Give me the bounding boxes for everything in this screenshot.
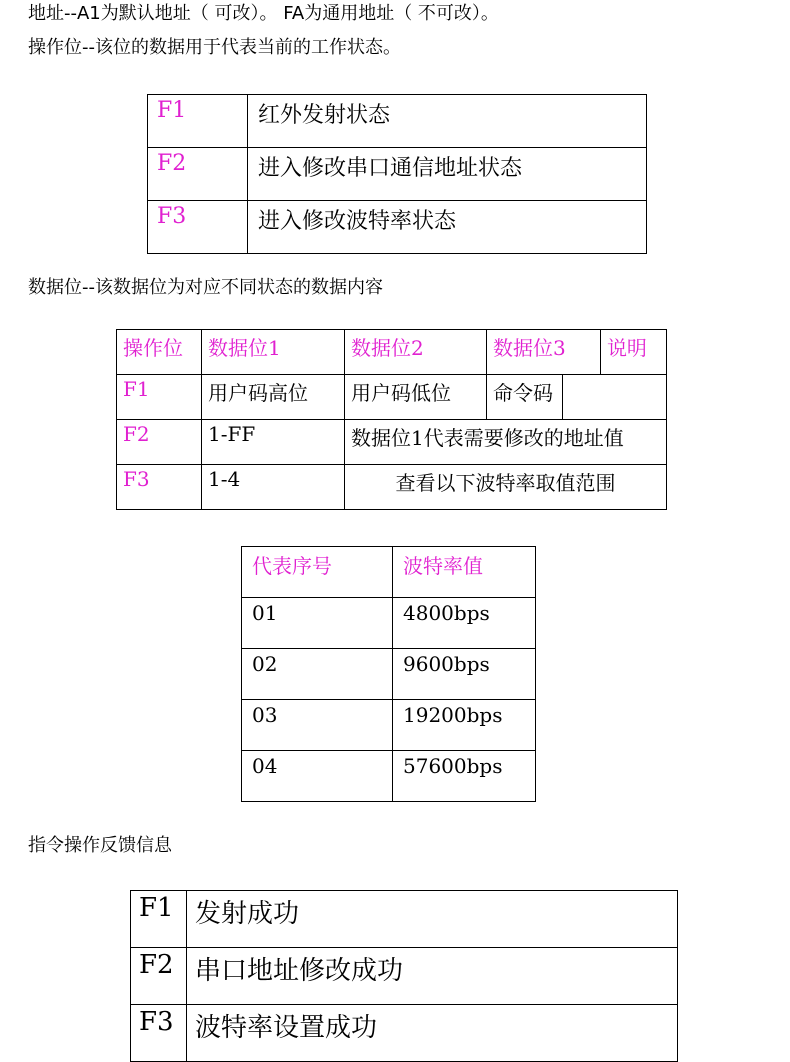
index-cell: 01 [242, 598, 393, 649]
data-cell: 查看以下波特率取值范围 [345, 465, 667, 510]
op-code-cell: F2 [148, 148, 248, 201]
data-bits-table [116, 329, 667, 510]
index-cell: 02 [242, 649, 393, 700]
data-cell: 用户码高位 [202, 375, 345, 420]
table-row [117, 420, 667, 465]
feedback-code-cell: F3 [131, 1005, 187, 1062]
intro-address-line: 地址--A1为默认地址（ 可改）。 FA为通用地址（ 不可改）。 [28, 3, 499, 24]
feedback-code-cell: F2 [131, 948, 187, 1005]
header-cell: 操作位 [117, 330, 202, 375]
baud-cell: 9600bps [393, 649, 536, 700]
index-cell: 04 [242, 751, 393, 802]
operation-status-table [147, 94, 647, 254]
table-row [148, 201, 647, 254]
feedback-desc-cell: 波特率设置成功 [187, 1005, 678, 1062]
table-row [242, 598, 536, 649]
table-header-row [117, 330, 667, 375]
feedback-table [130, 890, 678, 1062]
data-bits-heading: 数据位--该数据位为对应不同状态的数据内容 [28, 277, 383, 298]
header-cell: 说明 [600, 330, 666, 375]
baud-rate-table [241, 546, 536, 802]
op-code-cell: F3 [117, 465, 202, 510]
feedback-heading: 指令操作反馈信息 [28, 835, 172, 856]
data-cell: 用户码低位 [345, 375, 487, 420]
data-cell: 命令码 [487, 375, 563, 420]
op-desc-cell: 红外发射状态 [248, 95, 647, 148]
op-code-cell: F3 [148, 201, 248, 254]
table-row [131, 891, 678, 948]
op-code-cell: F2 [117, 420, 202, 465]
header-cell: 代表序号 [242, 547, 393, 598]
feedback-desc-cell: 串口地址修改成功 [187, 948, 678, 1005]
table-row [117, 465, 667, 510]
header-cell: 数据位2 [345, 330, 487, 375]
op-desc-cell: 进入修改波特率状态 [248, 201, 647, 254]
data-cell: 数据位1代表需要修改的地址值 [345, 420, 667, 465]
table-row [242, 649, 536, 700]
op-code-cell: F1 [117, 375, 202, 420]
header-cell: 波特率值 [393, 547, 536, 598]
table-row [131, 948, 678, 1005]
baud-cell: 57600bps [393, 751, 536, 802]
baud-cell: 19200bps [393, 700, 536, 751]
table-row [242, 700, 536, 751]
header-cell: 数据位3 [487, 330, 601, 375]
table-row [131, 1005, 678, 1062]
table-header-row [242, 547, 536, 598]
table-row [117, 375, 667, 420]
feedback-code-cell: F1 [131, 891, 187, 948]
feedback-desc-cell: 发射成功 [187, 891, 678, 948]
data-cell: 1-FF [202, 420, 345, 465]
table-row [242, 751, 536, 802]
intro-operation-line: 操作位--该位的数据用于代表当前的工作状态。 [28, 37, 401, 58]
op-desc-cell: 进入修改串口通信地址状态 [248, 148, 647, 201]
table-row [148, 95, 647, 148]
table-row [148, 148, 647, 201]
baud-cell: 4800bps [393, 598, 536, 649]
op-code-cell: F1 [148, 95, 248, 148]
note-cell [563, 375, 667, 420]
index-cell: 03 [242, 700, 393, 751]
header-cell: 数据位1 [202, 330, 345, 375]
data-cell: 1-4 [202, 465, 345, 510]
